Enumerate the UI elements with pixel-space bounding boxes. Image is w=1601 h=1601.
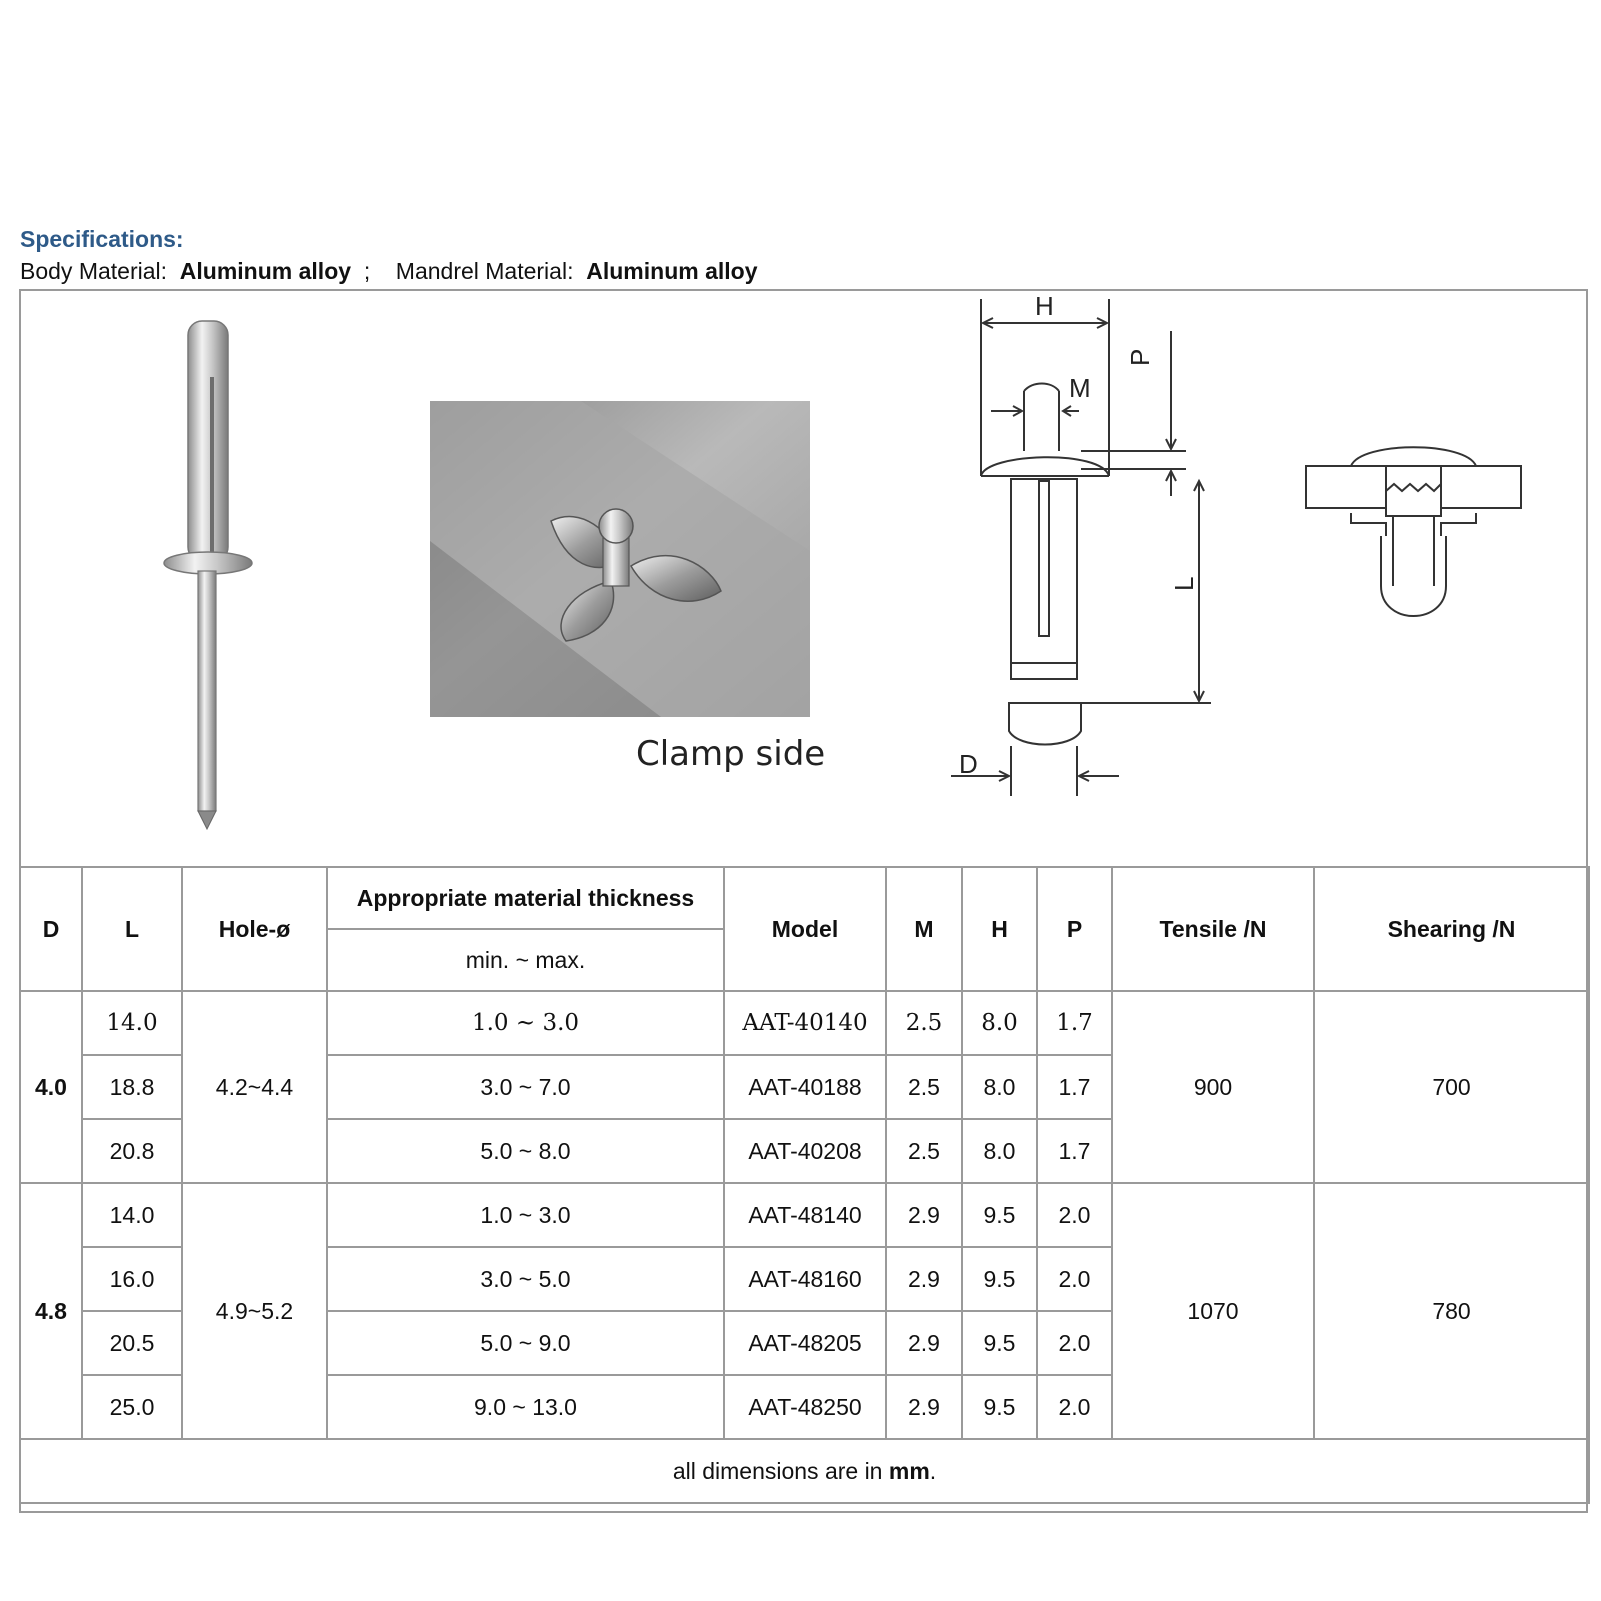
footer-unit: mm xyxy=(888,1457,930,1484)
cell-h: 9.5 xyxy=(962,1247,1037,1311)
specifications-heading: Specifications: xyxy=(20,226,184,252)
cell-p: 1.7 xyxy=(1037,1055,1112,1119)
cell-m: 2.9 xyxy=(886,1311,962,1375)
cell-thickness: 5.0 ~ 8.0 xyxy=(327,1119,724,1183)
illustration-svg xyxy=(21,291,1586,866)
cell-model: AAT-40208 xyxy=(724,1119,886,1183)
cell-model: AAT-48205 xyxy=(724,1311,886,1375)
body-material-label: Body Material: xyxy=(20,258,168,284)
cell-l: 18.8 xyxy=(82,1055,182,1119)
cell-h: 8.0 xyxy=(962,991,1037,1055)
cell-m: 2.5 xyxy=(886,1119,962,1183)
dim-label-h: H xyxy=(1035,291,1054,321)
dim-label-d: D xyxy=(959,749,978,779)
cell-tensile: 900 xyxy=(1112,991,1314,1183)
cell-l: 14.0 xyxy=(82,991,182,1055)
image-panel xyxy=(21,291,1586,866)
footer-row xyxy=(20,1439,1589,1503)
cell-l: 20.8 xyxy=(82,1119,182,1183)
mandrel-material-value: Aluminum alloy xyxy=(586,258,758,284)
cell-h: 8.0 xyxy=(962,1055,1037,1119)
cell-shearing: 700 xyxy=(1314,991,1589,1183)
cell-model: AAT-48250 xyxy=(724,1375,886,1439)
cell-model: AAT-48160 xyxy=(724,1247,886,1311)
cell-model: AAT-40140 xyxy=(724,991,886,1055)
spec-table xyxy=(19,866,1590,1504)
cell-l: 14.0 xyxy=(82,1183,182,1247)
header-d: D xyxy=(20,867,82,991)
cell-thickness: 3.0 ~ 5.0 xyxy=(327,1247,724,1311)
footer-text: all dimensions are in xyxy=(672,1457,889,1484)
footer-cell xyxy=(20,1439,1589,1503)
body-material-value: Aluminum alloy xyxy=(179,258,352,284)
cell-m: 2.5 xyxy=(886,991,962,1055)
cell-thickness: 3.0 ~ 7.0 xyxy=(327,1055,724,1119)
header-hole: Hole-ø xyxy=(182,867,327,991)
header-thickness: Appropriate material thickness xyxy=(327,867,724,929)
cell-p: 2.0 xyxy=(1037,1311,1112,1375)
header-m: M xyxy=(886,867,962,991)
table-row xyxy=(20,1183,1589,1247)
cell-d: 4.0 xyxy=(20,991,82,1183)
cell-model: AAT-40188 xyxy=(724,1055,886,1119)
installed-cross-section xyxy=(1306,447,1521,616)
cell-p: 1.7 xyxy=(1037,991,1112,1055)
cell-d: 4.8 xyxy=(20,1183,82,1439)
cell-h: 9.5 xyxy=(962,1183,1037,1247)
cell-m: 2.9 xyxy=(886,1183,962,1247)
cell-h: 9.5 xyxy=(962,1375,1037,1439)
clamp-side-photo xyxy=(430,401,810,717)
cell-l: 25.0 xyxy=(82,1375,182,1439)
cell-p: 2.0 xyxy=(1037,1375,1112,1439)
cell-shearing: 780 xyxy=(1314,1183,1589,1439)
dim-label-p: P xyxy=(1125,348,1155,366)
header-thickness-sub: min. ~ max. xyxy=(327,929,724,991)
table-row xyxy=(20,991,1589,1055)
cell-thickness: 5.0 ~ 9.0 xyxy=(327,1311,724,1375)
mandrel-material-label: Mandrel Material: xyxy=(395,258,574,284)
cell-hole: 4.9~5.2 xyxy=(182,1183,327,1439)
rivet-photo xyxy=(164,321,252,829)
cell-p: 2.0 xyxy=(1037,1183,1112,1247)
cell-l: 20.5 xyxy=(82,1311,182,1375)
dim-label-l: L xyxy=(1169,576,1199,591)
header-l: L xyxy=(82,867,182,991)
header-shearing: Shearing /N xyxy=(1314,867,1589,991)
cell-h: 8.0 xyxy=(962,1119,1037,1183)
footer-end: . xyxy=(929,1457,937,1484)
material-line xyxy=(20,258,758,285)
header-p: P xyxy=(1037,867,1112,991)
separator: ; xyxy=(363,258,371,284)
header-h: H xyxy=(962,867,1037,991)
cell-m: 2.9 xyxy=(886,1247,962,1311)
dimension-labels xyxy=(959,291,1199,779)
cell-p: 1.7 xyxy=(1037,1119,1112,1183)
dim-label-m: M xyxy=(1069,373,1091,403)
cell-p: 2.0 xyxy=(1037,1247,1112,1311)
cell-hole: 4.2~4.4 xyxy=(182,991,327,1183)
clamp-side-caption: Clamp side xyxy=(636,734,826,774)
cell-l: 16.0 xyxy=(82,1247,182,1311)
cell-m: 2.5 xyxy=(886,1055,962,1119)
cell-thickness: 1.0 ~ 3.0 xyxy=(327,991,724,1055)
cell-thickness: 9.0 ~ 13.0 xyxy=(327,1375,724,1439)
header-model: Model xyxy=(724,867,886,991)
cell-thickness: 1.0 ~ 3.0 xyxy=(327,1183,724,1247)
cell-h: 9.5 xyxy=(962,1311,1037,1375)
header-tensile: Tensile /N xyxy=(1112,867,1314,991)
cell-m: 2.9 xyxy=(886,1375,962,1439)
cell-model: AAT-48140 xyxy=(724,1183,886,1247)
header-row xyxy=(20,867,1589,929)
cell-tensile: 1070 xyxy=(1112,1183,1314,1439)
